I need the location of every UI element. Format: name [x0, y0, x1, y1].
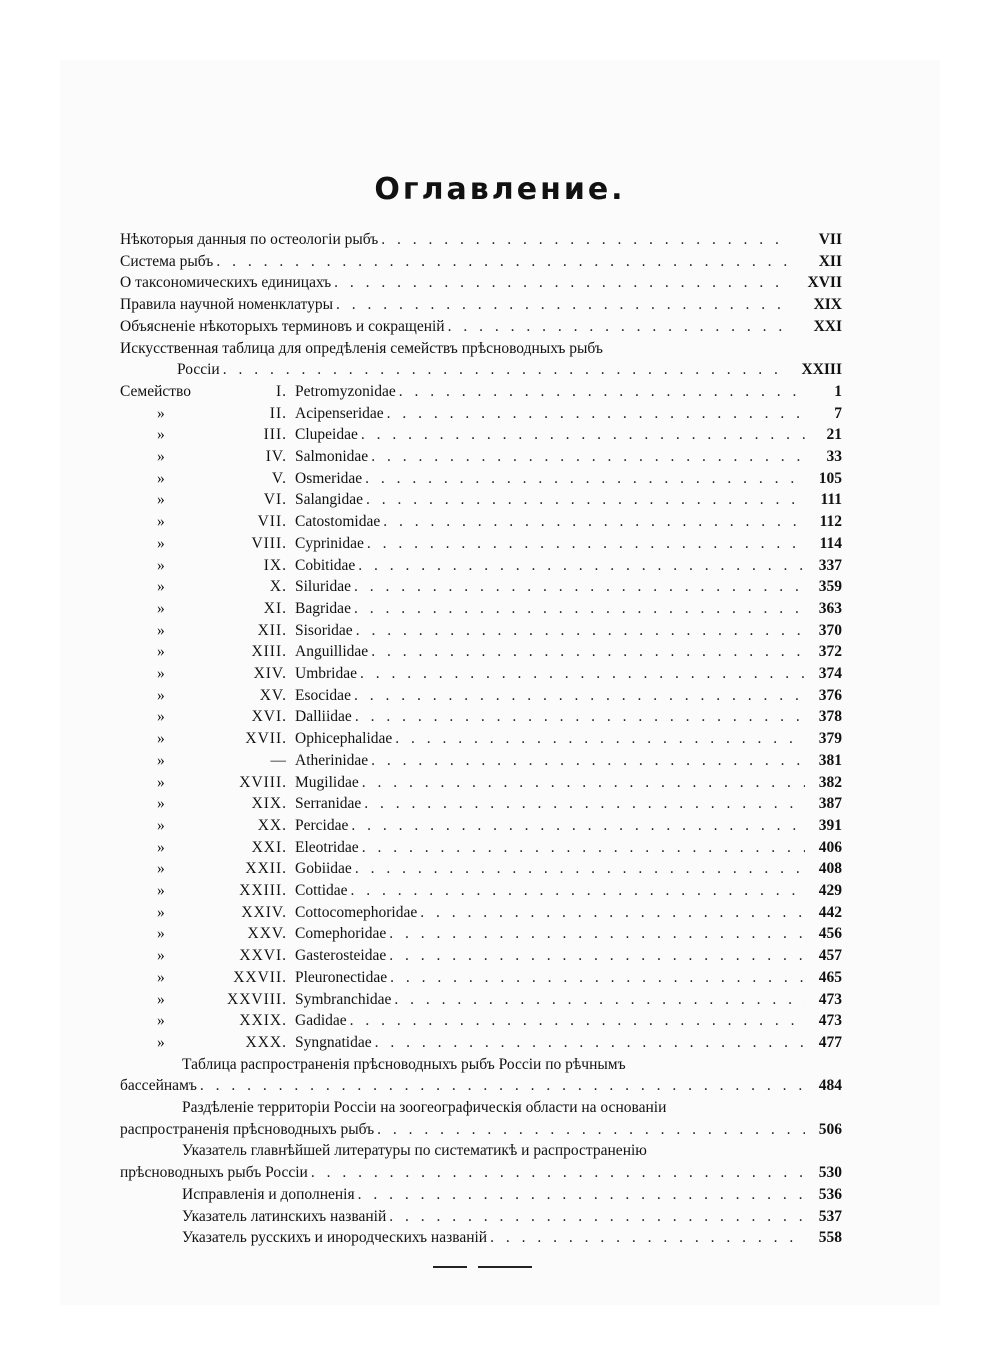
leader-dots — [390, 967, 805, 988]
front-entry-page: XIX — [813, 296, 842, 314]
family-row — [120, 424, 842, 445]
leader-dots — [389, 923, 805, 944]
family-label: » — [157, 426, 165, 444]
front-entry-text: Нѣкоторыя данныя по остеологіи рыбъ — [120, 231, 379, 248]
family-page: 370 — [818, 621, 842, 639]
family-number: XIX. — [251, 795, 287, 813]
family-label: » — [157, 903, 165, 921]
leader-dots — [387, 403, 805, 424]
leader-dots — [371, 446, 805, 467]
front-entry-page: XVII — [807, 274, 842, 292]
family-name: Cobitidae — [295, 556, 356, 574]
family-page: 105 — [818, 469, 842, 487]
end-rule-right — [478, 1266, 532, 1268]
front-entry-page: VII — [818, 231, 842, 248]
family-page: 112 — [819, 513, 842, 531]
family-number: X. — [269, 578, 287, 596]
key-entry-line1: Искусственная таблица для опредѣленія семействъ прѣсноводныхъ рыбъ — [120, 339, 603, 357]
family-entry — [295, 489, 842, 510]
front-entry-row — [120, 316, 842, 337]
family-name: Mugilidae — [295, 773, 359, 791]
front-entry-row — [120, 229, 842, 250]
index-entry-text: Указатель латинскихъ названій — [182, 1207, 387, 1225]
back-entry-text: распространенія прѣсноводныхъ рыбъ — [120, 1120, 375, 1138]
family-name: Siluridae — [295, 578, 351, 596]
family-row — [120, 967, 842, 988]
family-label: » — [157, 838, 165, 856]
front-entry-row — [120, 294, 842, 315]
family-row — [120, 945, 842, 966]
family-label: » — [157, 730, 165, 748]
family-name: Atherinidae — [295, 751, 369, 769]
family-row — [120, 728, 842, 749]
family-row — [120, 902, 842, 923]
family-entry — [295, 837, 842, 858]
family-number: IV. — [265, 448, 287, 465]
family-page: 21 — [826, 426, 842, 444]
family-row — [120, 772, 842, 793]
family-label: » — [157, 795, 165, 813]
leader-dots — [371, 641, 805, 662]
back-entry-page: 484 — [818, 1077, 842, 1095]
leader-dots — [366, 489, 805, 510]
family-label: » — [157, 621, 165, 639]
family-page: 114 — [819, 534, 842, 552]
end-rule-left — [433, 1266, 467, 1268]
family-page: 33 — [826, 448, 842, 465]
family-name: Clupeidae — [295, 426, 358, 444]
family-page: 372 — [818, 643, 842, 661]
family-entry — [295, 446, 842, 467]
family-row — [120, 815, 842, 836]
family-name: Ophicephalidae — [295, 730, 393, 748]
leader-dots — [351, 880, 805, 901]
family-entry — [295, 902, 842, 923]
leader-dots — [354, 576, 805, 597]
family-entry — [295, 1032, 842, 1053]
family-number: XXV. — [247, 925, 287, 943]
family-entry — [295, 641, 842, 662]
family-page: 391 — [818, 816, 842, 834]
family-entry — [295, 468, 842, 489]
leader-dots — [360, 663, 805, 684]
family-entry — [295, 989, 842, 1010]
leader-dots — [356, 620, 805, 641]
leader-dots — [336, 294, 789, 315]
family-number: XXIX. — [239, 1012, 287, 1030]
family-number: XXIV. — [241, 903, 287, 921]
family-row — [120, 620, 842, 641]
family-page: 374 — [818, 665, 842, 682]
family-name: Anguillidae — [295, 643, 369, 661]
family-number: XVII. — [245, 730, 287, 748]
family-number: XIII. — [251, 643, 287, 661]
family-row — [120, 576, 842, 597]
leader-dots — [200, 1075, 805, 1096]
family-name: Osmeridae — [295, 469, 363, 487]
family-label: » — [157, 990, 165, 1008]
family-name: Cyprinidae — [295, 534, 364, 552]
family-row — [120, 989, 842, 1010]
leader-dots — [448, 316, 789, 337]
family-entry — [295, 815, 842, 836]
family-row — [120, 685, 842, 706]
index-entry-page: 536 — [818, 1185, 842, 1203]
family-number: XXVII. — [233, 968, 287, 986]
leader-dots — [375, 1032, 805, 1053]
leader-dots — [365, 468, 805, 489]
family-row — [120, 1032, 842, 1053]
index-entry-text: Указатель русскихъ и инородческихъ названій — [182, 1229, 488, 1247]
family-number: XXVI. — [239, 947, 287, 965]
family-name: Cottocomephoridae — [295, 903, 418, 921]
back-entry-text: прѣсноводныхъ рыбъ Россіи — [120, 1164, 308, 1182]
front-entry-row — [120, 272, 842, 293]
family-row — [120, 446, 842, 467]
family-label: » — [157, 1012, 165, 1030]
family-page: 442 — [818, 903, 842, 921]
front-entry-text: Правила научной номенклатуры — [120, 296, 334, 314]
leader-dots — [358, 555, 805, 576]
page-title: Оглавление. — [374, 172, 626, 207]
family-page: 378 — [818, 708, 842, 726]
family-entry — [295, 793, 842, 814]
index-entry-page: 537 — [818, 1207, 842, 1225]
family-entry — [295, 858, 842, 879]
back-entry-page: 506 — [818, 1120, 842, 1138]
family-label: » — [157, 491, 165, 509]
family-name: Umbridae — [295, 665, 357, 682]
family-page: 7 — [834, 404, 842, 422]
family-label: » — [157, 404, 165, 422]
family-number: XXI. — [251, 838, 287, 856]
family-row — [120, 533, 842, 554]
family-label: » — [157, 534, 165, 552]
front-entry-text: О таксономическихъ единицахъ — [120, 274, 332, 292]
family-label: » — [157, 556, 165, 574]
family-label: » — [157, 643, 165, 661]
family-name: Sisoridae — [295, 621, 353, 639]
family-entry — [295, 728, 842, 749]
family-page: 359 — [818, 578, 842, 596]
family-label: » — [157, 860, 165, 878]
family-entry — [295, 555, 842, 576]
family-name: Acipenseridae — [295, 404, 384, 422]
back-entry-page: 530 — [818, 1164, 842, 1182]
family-number: VI. — [263, 491, 287, 509]
family-label: » — [157, 513, 165, 531]
family-entry — [295, 511, 842, 532]
family-name: Comephoridae — [295, 925, 387, 943]
leader-dots — [394, 989, 805, 1010]
leader-dots — [420, 902, 805, 923]
family-row — [120, 750, 842, 771]
family-name: Gobiidae — [295, 860, 352, 878]
leader-dots — [354, 685, 805, 706]
leader-dots — [389, 1206, 805, 1227]
family-entry — [295, 620, 842, 641]
family-name: Salangidae — [295, 491, 364, 509]
family-entry — [295, 772, 842, 793]
family-label: » — [157, 599, 165, 617]
family-row — [120, 468, 842, 489]
family-row — [120, 880, 842, 901]
family-number: XV. — [259, 686, 287, 704]
family-name: Gadidae — [295, 1012, 347, 1030]
family-page: 363 — [818, 599, 842, 617]
family-number: XXII. — [245, 860, 287, 878]
back-entry-line1: Таблица распространенія прѣсноводныхъ рыбъ Россіи по рѣчнымъ — [182, 1055, 626, 1073]
leader-dots — [399, 381, 805, 402]
leader-dots — [334, 272, 789, 293]
front-entry-page: XII — [818, 252, 842, 270]
family-page: 379 — [818, 730, 842, 748]
leader-dots — [490, 1227, 805, 1248]
leader-dots — [367, 533, 805, 554]
index-entry-page: 558 — [818, 1229, 842, 1247]
family-name: Serranidae — [295, 795, 362, 813]
family-number: V. — [271, 469, 287, 487]
back-entry-row — [120, 1075, 842, 1096]
back-entry-line1: Раздѣленіе территоріи Россіи на зоогеографическія области на основаніи — [182, 1099, 667, 1116]
key-entry-row — [177, 359, 842, 380]
family-page: 1 — [834, 382, 842, 400]
family-number: I. — [275, 382, 287, 400]
family-label: » — [157, 773, 165, 791]
family-number: XXIII. — [239, 882, 287, 899]
family-page: 408 — [818, 860, 842, 878]
leader-dots — [377, 1119, 805, 1140]
family-name: Eleotridae — [295, 838, 359, 856]
family-name: Catostomidae — [295, 513, 381, 531]
back-entry-text: бассейнамъ — [120, 1077, 197, 1095]
family-entry — [295, 533, 842, 554]
family-label: » — [157, 686, 165, 704]
leader-dots — [389, 945, 805, 966]
family-label: » — [157, 751, 165, 769]
family-row — [120, 598, 842, 619]
family-name: Dalliidae — [295, 708, 352, 726]
family-page: 477 — [818, 1033, 842, 1051]
family-number: VIII. — [251, 534, 287, 552]
family-entry — [295, 576, 842, 597]
family-label: » — [157, 947, 165, 965]
back-entry-row — [120, 1162, 842, 1183]
family-label: » — [157, 925, 165, 943]
key-entry-page: XXIII — [801, 361, 842, 379]
family-page: 429 — [818, 882, 842, 899]
family-entry — [295, 663, 842, 684]
family-label: » — [157, 1033, 165, 1051]
family-entry — [295, 598, 842, 619]
family-entry — [295, 706, 842, 727]
family-row — [120, 555, 842, 576]
family-row — [120, 381, 842, 402]
family-row — [120, 837, 842, 858]
family-number: — — [270, 751, 287, 769]
leader-dots — [362, 772, 805, 793]
leader-dots — [223, 359, 785, 380]
family-row — [120, 663, 842, 684]
family-number: XVIII. — [239, 773, 287, 791]
family-label: » — [157, 578, 165, 596]
family-row — [120, 706, 842, 727]
family-page: 473 — [818, 990, 842, 1008]
family-row — [120, 923, 842, 944]
family-page: 406 — [818, 838, 842, 856]
leader-dots — [364, 793, 805, 814]
family-number: II. — [269, 404, 287, 422]
family-row — [120, 1010, 842, 1031]
family-number: XI. — [263, 599, 287, 617]
family-label: Семейство — [120, 382, 192, 400]
family-number: XVI. — [251, 708, 287, 726]
family-name: Gasterosteidae — [295, 947, 387, 965]
leader-dots — [381, 229, 789, 250]
family-name: Percidae — [295, 816, 349, 834]
family-number: XXVIII. — [227, 990, 287, 1008]
front-entry-page: XXI — [813, 317, 842, 335]
family-page: 457 — [818, 947, 842, 965]
family-label: » — [157, 665, 165, 682]
leader-dots — [354, 598, 805, 619]
family-number: XX. — [257, 816, 287, 834]
index-entry-row — [182, 1227, 842, 1248]
back-entry-row — [120, 1119, 842, 1140]
family-number: IX. — [263, 556, 287, 574]
family-name: Syngnatidae — [295, 1033, 372, 1051]
family-page: 387 — [818, 795, 842, 813]
family-page: 456 — [818, 925, 842, 943]
family-entry — [295, 750, 842, 771]
leader-dots — [355, 706, 805, 727]
family-entry — [295, 880, 842, 901]
family-number: III. — [263, 426, 287, 444]
family-label: » — [157, 448, 165, 465]
leader-dots — [361, 424, 805, 445]
family-row — [120, 858, 842, 879]
leader-dots — [358, 1184, 805, 1205]
family-label: » — [157, 469, 165, 487]
family-name: Petromyzonidae — [295, 382, 396, 400]
leader-dots — [371, 750, 805, 771]
family-entry — [295, 381, 842, 402]
family-entry — [295, 424, 842, 445]
leader-dots — [383, 511, 805, 532]
family-label: » — [157, 968, 165, 986]
family-entry — [295, 685, 842, 706]
family-row — [120, 793, 842, 814]
front-entry-text: Объясненіе нѣкоторыхъ терминовъ и сокращеній — [120, 317, 445, 335]
family-name: Pleuronectidae — [295, 968, 388, 986]
family-number: XXX. — [245, 1033, 287, 1051]
front-entry-row — [120, 251, 842, 272]
family-name: Esocidae — [295, 686, 351, 704]
family-name: Salmonidae — [295, 448, 369, 465]
family-entry — [295, 403, 842, 424]
front-entry-text: Система рыбъ — [120, 252, 214, 270]
family-name: Cottidae — [295, 882, 348, 899]
family-page: 465 — [818, 968, 842, 986]
family-number: VII. — [257, 513, 287, 531]
leader-dots — [350, 1010, 805, 1031]
leader-dots — [362, 837, 805, 858]
index-entry-text: Исправленія и дополненія — [182, 1185, 355, 1203]
family-label: » — [157, 882, 165, 899]
family-page: 111 — [820, 491, 842, 509]
family-name: Symbranchidae — [295, 990, 392, 1008]
family-number: XII. — [257, 621, 287, 639]
family-page: 376 — [818, 686, 842, 704]
family-entry — [295, 967, 842, 988]
back-entry-line1: Указатель главнѣйшей литературы по систематикѣ и распространенію — [182, 1142, 647, 1160]
family-page: 337 — [818, 556, 842, 574]
family-row — [120, 641, 842, 662]
leader-dots — [351, 815, 805, 836]
leader-dots — [311, 1162, 805, 1183]
family-entry — [295, 1010, 842, 1031]
family-label: » — [157, 708, 165, 726]
leader-dots — [395, 728, 805, 749]
family-row — [120, 489, 842, 510]
family-row — [120, 511, 842, 532]
leader-dots — [355, 858, 805, 879]
index-entry-row — [182, 1206, 842, 1227]
family-page: 473 — [818, 1012, 842, 1030]
index-entry-row — [182, 1184, 842, 1205]
family-label: » — [157, 816, 165, 834]
family-entry — [295, 923, 842, 944]
family-entry — [295, 945, 842, 966]
family-number: XIV. — [253, 665, 287, 682]
leader-dots — [216, 251, 789, 272]
key-entry-text: Россіи — [177, 361, 220, 379]
family-page: 381 — [818, 751, 842, 769]
family-row — [120, 403, 842, 424]
family-name: Bagridae — [295, 599, 351, 617]
family-page: 382 — [818, 773, 842, 791]
